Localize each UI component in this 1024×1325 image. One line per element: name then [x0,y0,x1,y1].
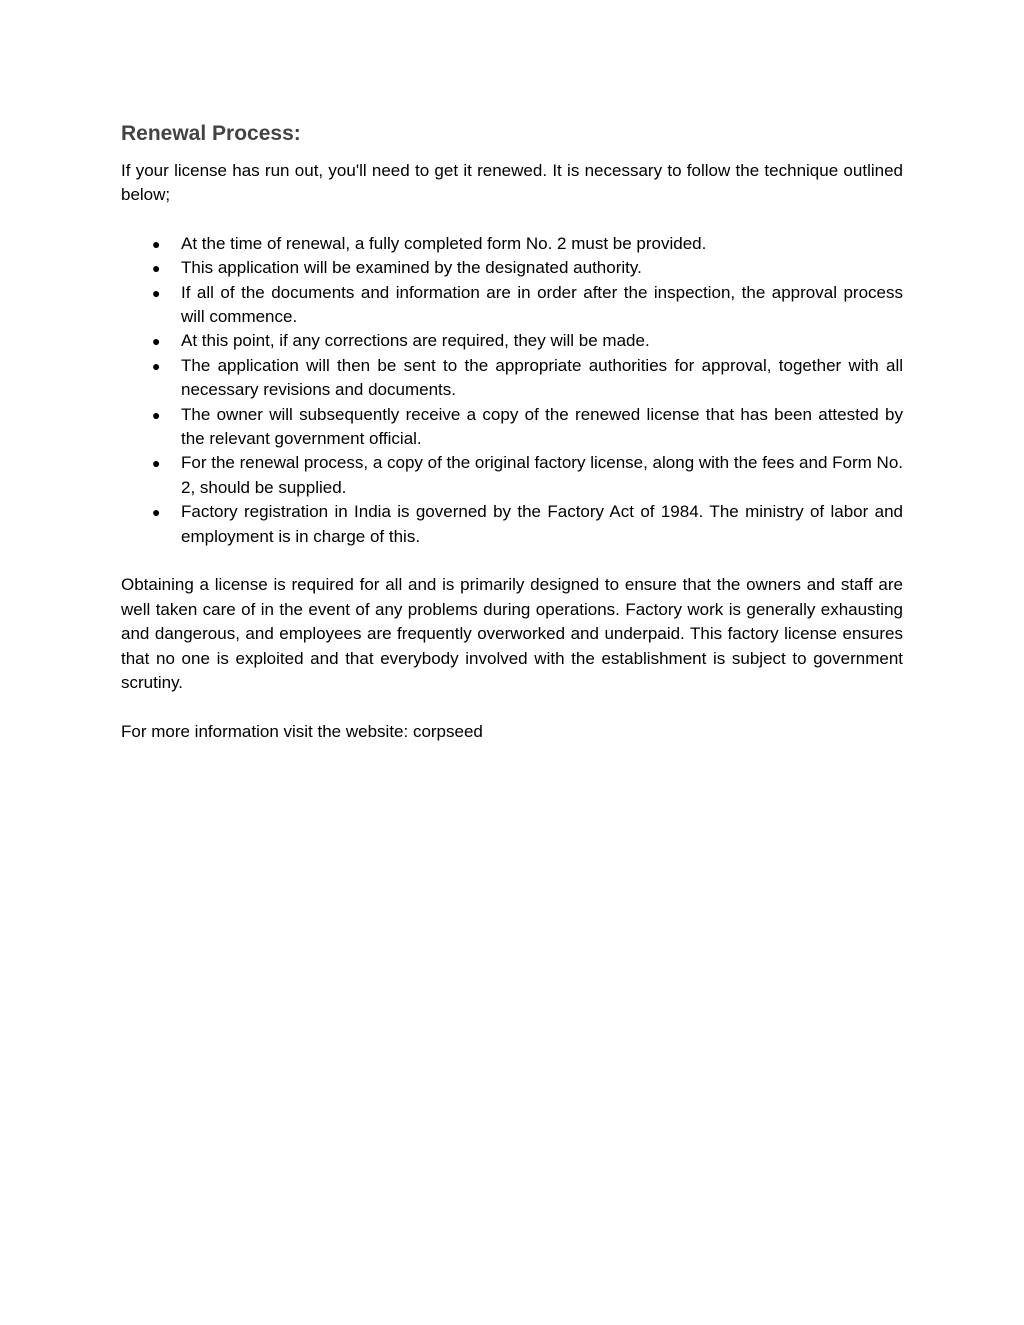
list-item [121,256,903,280]
list-item [121,232,903,256]
bullet-icon: ● [152,333,161,350]
list-item [121,403,903,452]
bullet-icon: ● [152,235,161,252]
bullet-icon: ● [152,406,161,423]
intro-paragraph: If your license has run out, you'll need to get it renewed. It is necessary to follow the technique outlined below; [121,161,903,205]
bullet-icon: ● [152,284,161,301]
list-item-text: If all of the documents and information are in order after the inspection, the approval process will commence. [181,282,903,327]
list-item-text: The application will then be sent to the appropriate authorities for approval, together with all necessary revisions and documents. [181,355,903,400]
list-item [121,500,903,549]
bullet-icon: ● [152,504,161,521]
list-item-text: The owner will subsequently receive a copy of the renewed license that has been attested by the relevant government official. [181,404,903,449]
list-item-text: At this point, if any corrections are required, they will be made. [181,331,650,351]
list-item [121,329,903,353]
list-item-text: For the renewal process, a copy of the original factory license, along with the fees and Form No. 2, should be supplied. [181,453,903,497]
list-item-text: At the time of renewal, a fully completed form No. 2 must be provided. [181,233,707,253]
list-item [121,354,903,403]
footer-note: For more information visit the website: corpseed [121,721,483,741]
section-heading: Renewal Process: [121,122,301,145]
list-item [121,451,903,500]
list-item-text: Factory registration in India is governed by the Factory Act of 1984. The ministry of labor and employment is in charge of this. [181,502,903,546]
list-item [121,281,903,330]
bullet-icon: ● [152,357,161,374]
bullet-icon: ● [152,260,161,277]
renewal-steps-list [121,232,903,549]
document-page [121,118,903,744]
bullet-icon: ● [152,455,161,472]
conclusion-paragraph: Obtaining a license is required for all and is primarily designed to ensure that the owners and staff are well taken care of in the event of any problems during operations. Factory work is generally exhausting and dangerous, and employees are frequently overworked and underpaid. This factory license ensures that no one is exploited and that everybody involved with the establishment is subject to government scrutiny. [121,575,903,693]
list-item-text: This application will be examined by the designated authority. [181,258,642,278]
